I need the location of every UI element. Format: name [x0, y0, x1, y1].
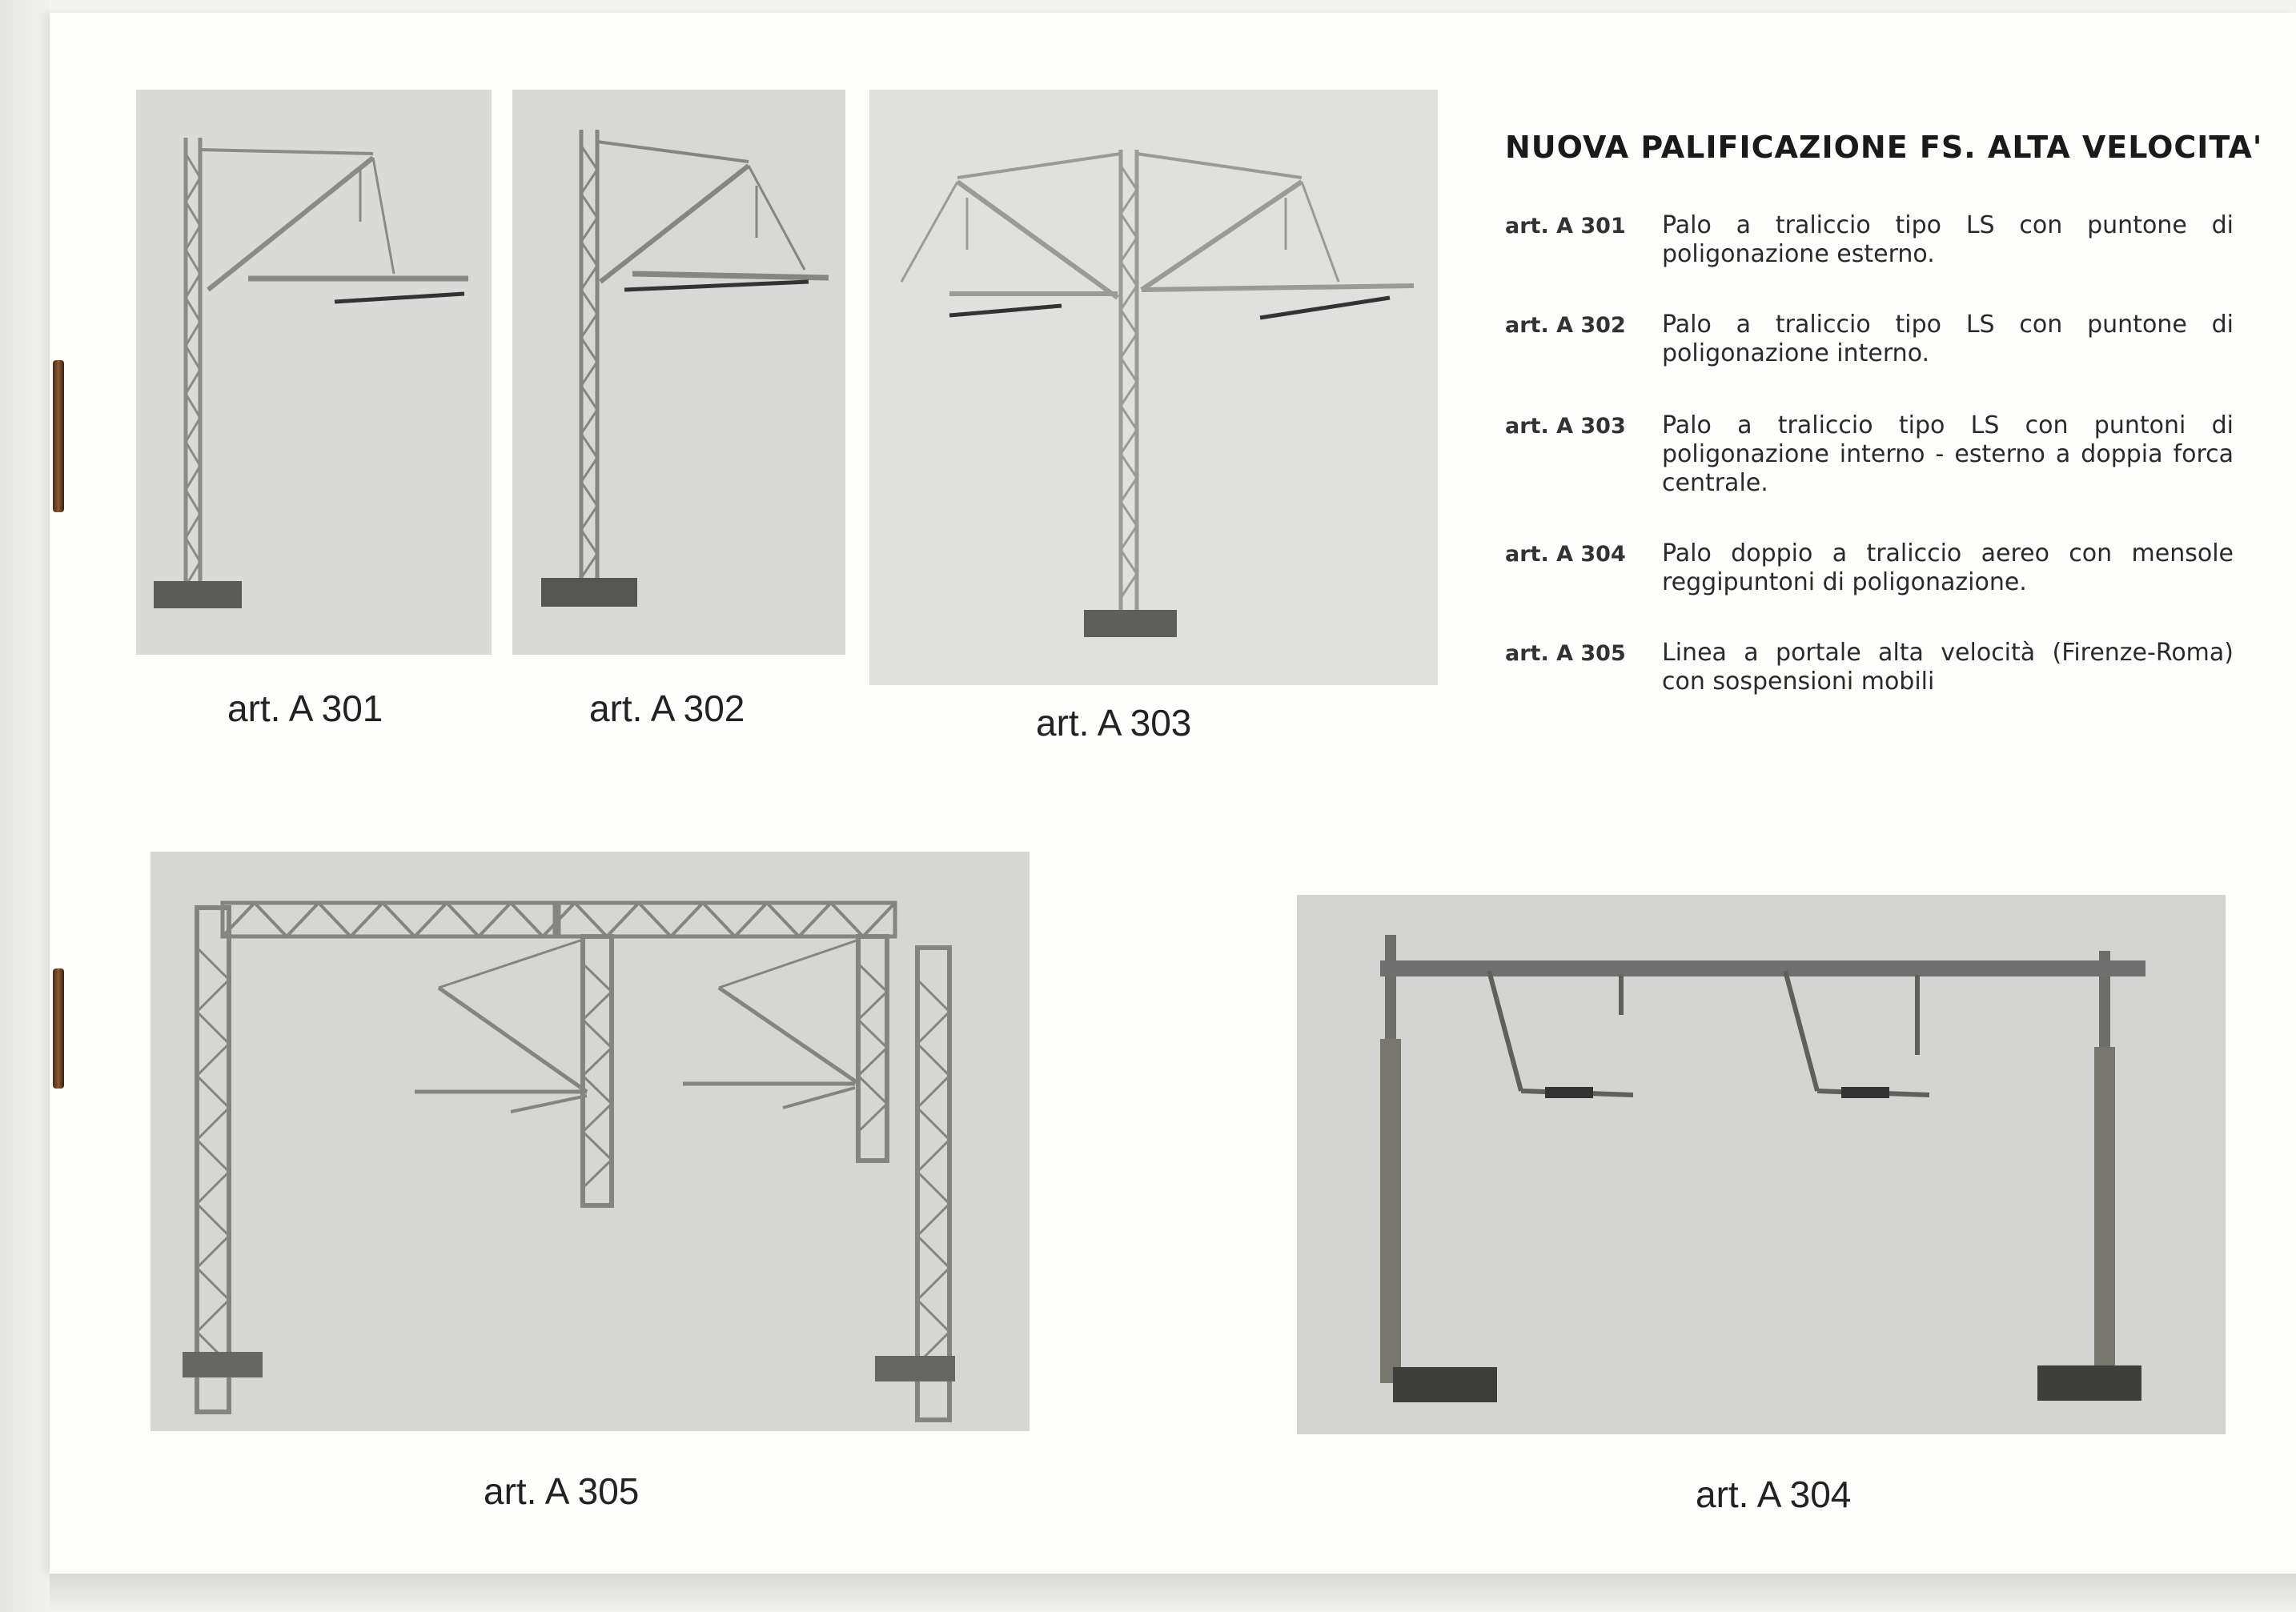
binder-clip-top — [53, 360, 64, 512]
article-description: Palo a traliccio tipo LS con puntone di poligonazione interno. — [1662, 311, 2234, 367]
caption-a302: art. A 302 — [589, 688, 745, 729]
portal-a304-illustration — [1297, 895, 2226, 1434]
caption-a301: art. A 301 — [227, 688, 383, 729]
mast-a301-illustration — [136, 90, 492, 655]
article-row-a304 — [1505, 539, 2234, 597]
article-row-a302 — [1505, 311, 2234, 368]
article-description: Palo a traliccio tipo LS con puntone di poligonazione esterno. — [1662, 211, 2234, 268]
caption-a304: art. A 304 — [1696, 1474, 1852, 1515]
article-code: art. A 303 — [1505, 414, 1626, 439]
photo-a303 — [869, 90, 1438, 685]
article-description: Palo doppio a traliccio aereo con mensole reggipuntoni di poligonazione. — [1662, 539, 2234, 596]
caption-a305: art. A 305 — [484, 1470, 640, 1512]
article-code: art. A 301 — [1505, 214, 1626, 239]
photo-a305 — [151, 852, 1030, 1431]
caption-a303: art. A 303 — [1036, 702, 1192, 744]
photo-a301 — [136, 90, 492, 655]
article-code: art. A 302 — [1505, 313, 1626, 338]
mast-a303-illustration — [869, 90, 1438, 685]
article-row-a301 — [1505, 211, 2234, 269]
page-heading: NUOVA PALIFICAZIONE FS. ALTA VELOCITA' — [1505, 130, 2263, 165]
article-row-a305 — [1505, 639, 2234, 696]
article-row-a303 — [1505, 411, 2234, 498]
article-code: art. A 305 — [1505, 641, 1626, 666]
scan-left-edge — [0, 0, 50, 1612]
scan-bottom-edge — [50, 1574, 2296, 1612]
photo-a302 — [512, 90, 845, 655]
article-description: Linea a portale alta velocità (Firenze-Roma) con sospensioni mobili — [1662, 639, 2234, 696]
photo-a304 — [1297, 895, 2226, 1434]
portal-a305-illustration — [151, 852, 1030, 1431]
article-description: Palo a traliccio tipo LS con puntoni di poligonazione interno - esterno a doppia forca centrale. — [1662, 411, 2234, 497]
binder-clip-bottom — [53, 968, 64, 1089]
article-code: art. A 304 — [1505, 542, 1626, 567]
mast-a302-illustration — [512, 90, 845, 655]
